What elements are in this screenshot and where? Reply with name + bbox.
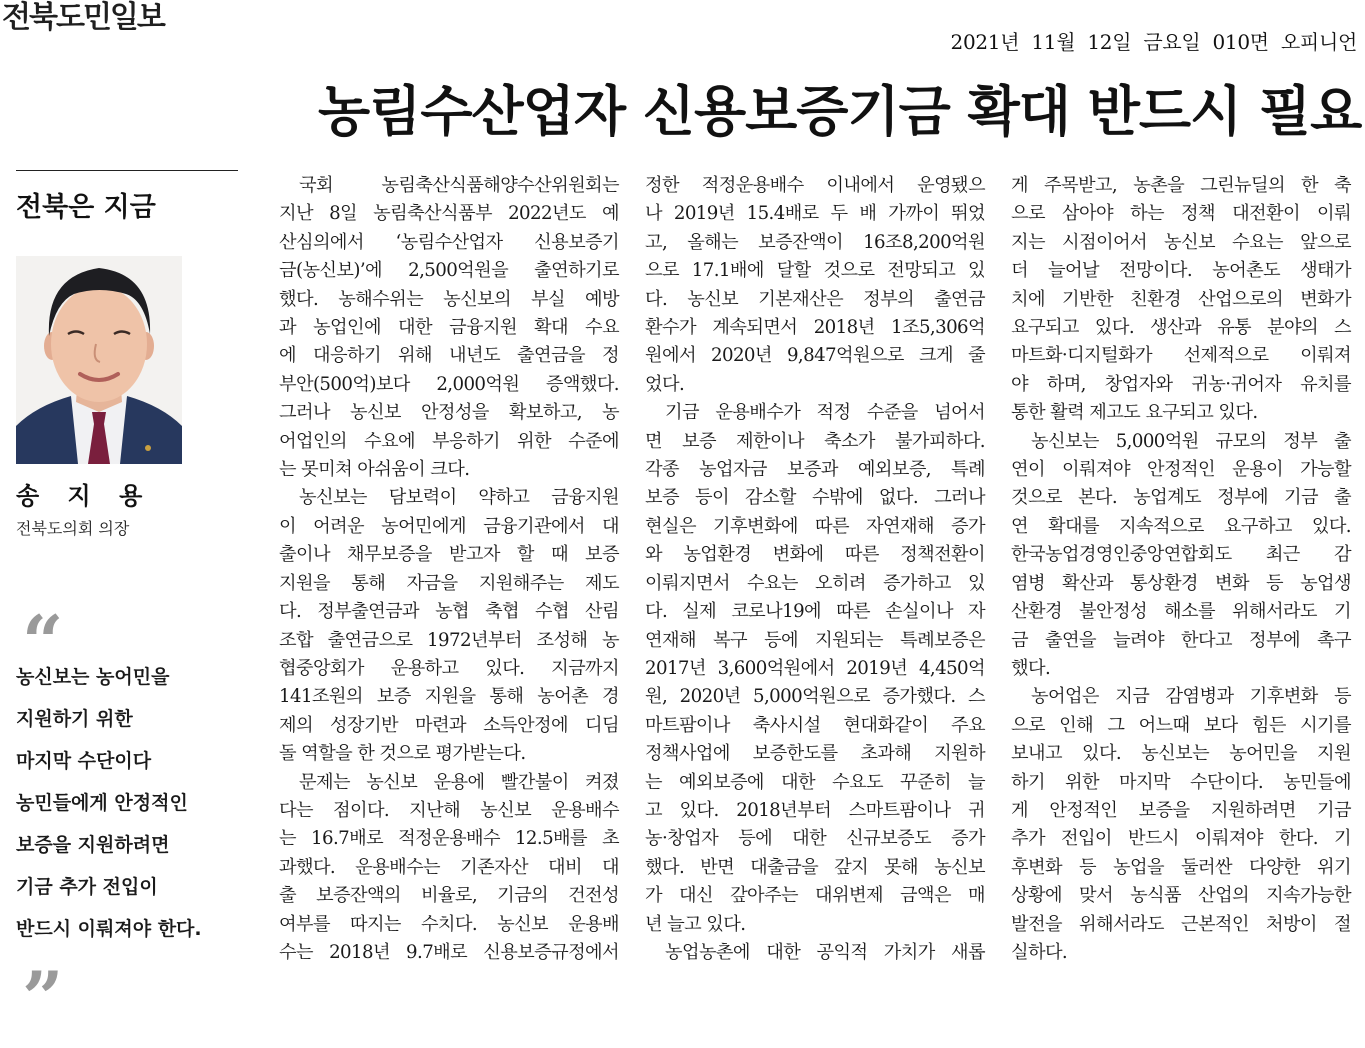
article-text-line: 정책사업에 보증한도를 초과해 지원하 (645, 743, 985, 765)
article-text-line: 문제는 농신보 운용에 빨간불이 켜졌 (299, 771, 619, 793)
article-text-line: 마트화·디지털화가 선제적으로 이뤄져 (1011, 345, 1351, 367)
article-text-line: 으로 인해 그 어느때 보다 힘든 시기를 (1011, 714, 1351, 736)
pull-quote-line: 기금 추가 전입이 (16, 876, 158, 898)
article-text-line: 후변화 등 농업을 둘러싼 다양한 위기 (1011, 856, 1351, 878)
author-name: 송 지 용 (16, 482, 153, 510)
article-text-line: 돌 역할을 한 것으로 평가받는다. (279, 743, 526, 765)
pull-quote-line: 농민들에게 안정적인 (16, 792, 188, 814)
article-text-line: 여부를 따지는 수치다. 농신보 운용배 (279, 913, 619, 935)
article-text-line: 연 확대를 지속적으로 요구하고 있다. (1011, 515, 1351, 537)
column-sidebar (16, 170, 238, 1040)
article-text-line: 농업농촌에 대한 공익적 가치가 새롭 (665, 941, 985, 963)
article-text-line: 연이 이뤄져야 안정적인 운용이 가능할 (1011, 459, 1351, 481)
article-text-line: 으로 삼아야 하는 정책 대전환이 이뤄 (1011, 203, 1351, 225)
article-text-line: 이뤄지면서 수요는 오히려 증가하고 있 (645, 572, 985, 594)
article-text-line: 원, 2020년 5,000억원으로 증가했다. 스 (645, 686, 985, 708)
article-text-line: 고, 올해는 보증잔액이 16조8,200억원 (645, 231, 985, 253)
article-column-1 (279, 172, 619, 967)
article-text-line: 것으로 본다. 농업계도 정부에 기금 출 (1011, 487, 1351, 509)
article-column-2 (645, 172, 985, 967)
article-text-line: 금(농신보)’에 2,500억원을 출연하기로 (279, 260, 619, 282)
article-text-line: 지원을 통해 자금을 지원해주는 제도 (279, 572, 619, 594)
article-text-line: 와 농업환경 변화에 따른 정책전환이 (645, 544, 985, 566)
article-text-line: 상황에 맞서 농식품 산업의 지속가능한 (1011, 885, 1351, 907)
pull-quote (16, 656, 246, 950)
article-column-3 (1011, 172, 1351, 967)
article-text-line: 게 안정적인 보증을 지원하려면 기금 (1011, 799, 1351, 821)
article-text-line: 나 2019년 15.4배로 두 배 가까이 뛰었 (645, 203, 985, 225)
article-text-line: 통한 활력 제고도 요구되고 있다. (1011, 402, 1258, 424)
newspaper-masthead-logo: 전북도민일보 (2, 0, 164, 35)
article-text-line: 야 하며, 창업자와 귀농·귀어자 유치를 (1011, 373, 1351, 395)
article-text-line: 협중앙회가 운용하고 있다. 지금까지 (279, 657, 619, 679)
article-text-line: 실하다. (1011, 941, 1068, 963)
dateline: 2021년 11월 12일 금요일 010면 오피니언 (950, 30, 1357, 54)
pull-quote-line: 농신보는 농어민을 (16, 666, 170, 688)
article-text-line: 보내고 있다. 농신보는 농어민을 지원 (1011, 743, 1351, 765)
author-title: 전북도의회 의장 (16, 519, 130, 538)
article-text-line: 추가 전입이 반드시 이뤄져야 한다. 기 (1011, 828, 1351, 850)
article-text-line: 하기 위한 마지막 수단이다. 농민들에 (1011, 771, 1351, 793)
article-text-line: 는 못미쳐 아쉬움이 크다. (279, 459, 470, 481)
article-text-line: 출 보증잔액의 비율로, 기금의 건전성 (279, 885, 619, 907)
article-text-line: 에 대응하기 위해 내년도 출연금을 정 (279, 345, 619, 367)
article-text-line: 게 주목받고, 농촌을 그린뉴딜의 한 축 (1011, 175, 1351, 196)
article-text-line: 지는 시점이어서 농신보 수요는 앞으로 (1011, 231, 1351, 253)
article-text-line: 했다. 반면 대출금을 갚지 못해 농신보 (645, 856, 985, 878)
article-text-line: 었다. (645, 373, 685, 395)
article-text-line: 는 예외보증에 대한 수요도 꾸준히 늘 (645, 771, 985, 793)
article-text-line: 발전을 위해서라도 근본적인 처방이 절 (1011, 913, 1351, 935)
article-text-line: 부안(500억)보다 2,000억원 증액했다. (279, 373, 619, 395)
column-name: 전북은 지금 (16, 192, 156, 223)
sidebar-divider (16, 170, 238, 171)
article-text-line: 과했다. 운용배수는 기존자산 대비 대 (279, 856, 619, 878)
article-text-line: 원에서 2020년 9,847억원으로 크게 줄 (645, 345, 985, 367)
pull-quote-line: 보증을 지원하려면 (16, 834, 170, 856)
article-text-line: 지난 8일 농림축산식품부 2022년도 예 (279, 203, 619, 225)
open-quote-icon: “ (22, 599, 64, 684)
article-text-line: 제의 성장기반 마련과 소득안정에 디딤 (279, 714, 619, 736)
article-text-line: 농신보는 5,000억원 규모의 정부 출 (1031, 430, 1351, 452)
pull-quote-line: 반드시 이뤄져야 한다. (16, 918, 202, 940)
article-text-line: 염병 확산과 통상환경 변화 등 농업생 (1011, 572, 1351, 594)
article-text-line: 년 늘고 있다. (645, 913, 746, 935)
article-text-line: 농어업은 지금 감염병과 기후변화 등 (1031, 686, 1351, 708)
article-text-line: 가 대신 갚아주는 대위변제 금액은 매 (645, 885, 985, 907)
article-text-line: 국회 농림축산식품해양수산위원회는 (299, 175, 619, 196)
article-text-line: 현실은 기후변화에 따른 자연재해 증가 (645, 515, 985, 537)
article-text-line: 마트팜이나 축사시설 현대화같이 주요 (645, 714, 985, 736)
article-text-line: 어업인의 수요에 부응하기 위한 수준에 (279, 430, 619, 452)
article-text-line: 141조원의 보증 지원을 통해 농어촌 경 (279, 686, 619, 708)
article-text-line: 면 보증 제한이나 축소가 불가피하다. (645, 430, 985, 452)
article-text-line: 정한 적정운용배수 이내에서 운영됐으 (645, 175, 985, 196)
article-text-line: 치에 기반한 친환경 산업으로의 변화가 (1011, 288, 1351, 310)
article-text-line: 으로 17.1배에 달할 것으로 전망되고 있 (645, 260, 985, 282)
article-text-line: 2017년 3,600억원에서 2019년 4,450억 (645, 657, 985, 679)
article-text-line: 했다. 농해수위는 농신보의 부실 예방 (279, 288, 619, 310)
article-text-line: 그러나 농신보 안정성을 확보하고, 농 (279, 402, 619, 424)
article-text-line: 보증 등이 감소할 수밖에 없다. 그러나 (645, 487, 985, 509)
article-text-line: 는 16.7배로 적정운용배수 12.5배를 초 (279, 828, 619, 850)
article-text-line: 금 출연을 늘려야 한다고 정부에 촉구 (1011, 629, 1351, 651)
author-photo (16, 256, 182, 464)
close-quote-icon: ” (22, 955, 64, 1040)
article-text-line: 다. 실제 코로나19에 따른 손실이나 자 (645, 601, 985, 623)
article-text-line: 다. 농신보 기본재산은 정부의 출연금 (645, 288, 985, 310)
article-text-line: 더 늘어날 전망이다. 농어촌도 생태가 (1011, 260, 1351, 282)
pull-quote-line: 마지막 수단이다 (16, 750, 152, 772)
article-text-line: 조합 출연금으로 1972년부터 조성해 농 (279, 629, 619, 651)
article-text-line: 이 어려운 농어민에게 금융기관에서 대 (279, 515, 619, 537)
article-text-line: 산심의에서 ‘농림수산업자 신용보증기 (279, 231, 619, 253)
article-text-line: 기금 운용배수가 적정 수준을 넘어서 (665, 402, 985, 424)
article-text-line: 수는 2018년 9.7배로 신용보증규정에서 (279, 941, 619, 963)
article-text-line: 농신보는 담보력이 약하고 금융지원 (299, 487, 619, 509)
article-text-line: 농·창업자 등에 대한 신규보증도 증가 (645, 828, 985, 850)
article-text-line: 요구되고 있다. 생산과 유통 분야의 스 (1011, 317, 1351, 339)
article-text-line: 환수가 계속되면서 2018년 1조5,306억 (645, 317, 985, 339)
article-text-line: 각종 농업자금 보증과 예외보증, 특례 (645, 459, 985, 481)
article-text-line: 고 있다. 2018년부터 스마트팜이나 귀 (645, 799, 985, 821)
pull-quote-line: 지원하기 위한 (16, 708, 133, 730)
article-text-line: 다. 정부출연금과 농협 축협 수협 산림 (279, 601, 619, 623)
article-text-line: 다는 점이다. 지난해 농신보 운용배수 (279, 799, 619, 821)
article-text-line: 산환경 불안정성 해소를 위해서라도 기 (1011, 601, 1351, 623)
article-text-line: 연재해 복구 등에 지원되는 특례보증은 (645, 629, 985, 651)
article-text-line: 한국농업경영인중앙연합회도 최근 감 (1011, 544, 1351, 566)
article-headline: 농림수산업자 신용보증기금 확대 반드시 필요 (318, 80, 1362, 143)
article-text-line: 출이나 채무보증을 받고자 할 때 보증 (279, 544, 619, 566)
article-text-line: 했다. (1011, 657, 1051, 679)
article-text-line: 과 농업인에 대한 금융지원 확대 수요 (279, 317, 619, 339)
